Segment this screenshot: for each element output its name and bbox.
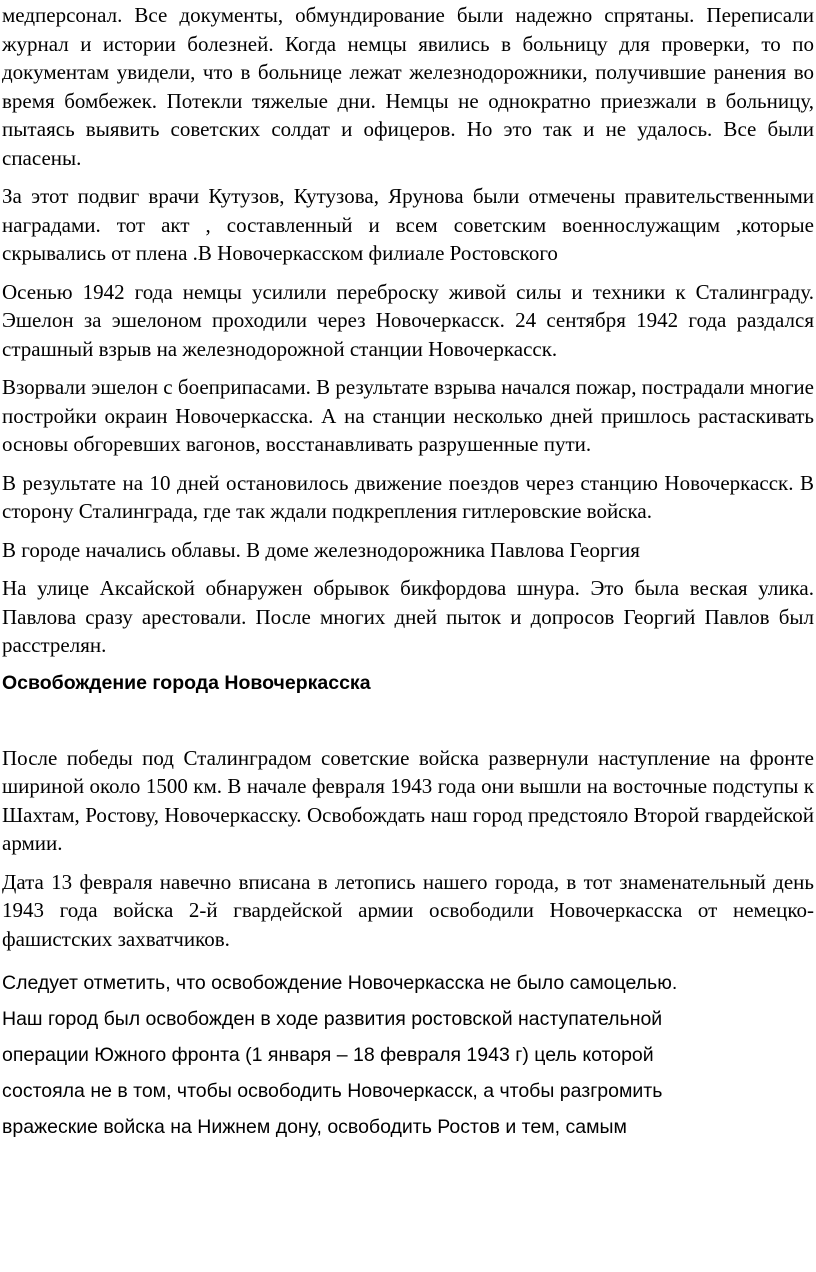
closing-line: вражеские войска на Нижнем дону, освободить Ростов и тем, самым bbox=[2, 1116, 627, 1138]
closing-line: Следует отметить, что освобождение Новочеркасска не было самоцелью. bbox=[2, 972, 678, 994]
paragraph-february-13: Дата 13 февраля навечно вписана в летопись нашего города, в тот знаменательный день 1943 года войска 2-й гвардейской армии освободили Новочеркасска от немецко-фашистских захватчиков. bbox=[2, 869, 814, 951]
closing-paragraph bbox=[2, 965, 814, 1145]
closing-line: состояла не в том, чтобы освободить Новочеркасск, а чтобы разгромить bbox=[2, 1080, 663, 1102]
paragraph-raids: В городе начались облавы. В доме железнодорожника Павлова Георгия bbox=[2, 537, 640, 562]
paragraph-hospital: медперсонал. Все документы, обмундирование были надежно спрятаны. Переписали журнал и истории болезней. Когда немцы явились в больницу для проверки, то по документам увидели, что в больнице лежат железнодорожники, получившие ранения во время бомбежек. Потекли тяжелые дни. Немцы не однократно приезжали в больницу, пытаясь выявить советских солдат и офицеров. Но это так и не удалось. Все были спасены. bbox=[2, 3, 814, 170]
paragraph-autumn-1942: Осенью 1942 года немцы усилили переброску живой силы и техники к Сталинграду. Эшелон за эшелоном проходили через Новочеркасск. 24 сентября 1942 года раздался страшный взрыв на железнодорожной станции Новочеркасск. bbox=[2, 279, 814, 361]
paragraph-after-stalingrad: После победы под Сталинградом советские войска развернули наступление на фронте шириной около 1500 км. В начале февраля 1943 года они вышли на восточные подступы к Шахтам, Ростову, Новочеркасску. Освобождать наш город предстояло Второй гвардейской армии. bbox=[2, 745, 814, 855]
closing-line: операции Южного фронта (1 января – 18 февраля 1943 г) цель которой bbox=[2, 1044, 654, 1066]
paragraph-awards: За этот подвиг врачи Кутузов, Кутузова, Ярунова были отмечены правительственными наградами. тот акт , составленный и всем советским военнослужащим ,которые скрывались от плена .В Новочеркасском филиале Ростовского bbox=[2, 184, 814, 265]
blank-line bbox=[2, 696, 814, 744]
paragraph-explosion: Взорвали эшелон с боеприпасами. В результате взрыва начался пожар, пострадали многие постройки окраин Новочеркасска. А на станции несколько дней пришлось растаскивать основы обгоревших вагонов, восстанавливать разрушенные пути. bbox=[2, 375, 814, 456]
closing-line: Наш город был освобожден в ходе развития ростовской наступательной bbox=[2, 1008, 663, 1030]
paragraph-trains-stopped: В результате на 10 дней остановилось движение поездов через станцию Новочеркасск. В сторону Сталинграда, где так ждали подкрепления гитлеровские войска. bbox=[2, 470, 814, 523]
paragraph-pavlov: На улице Аксайской обнаружен обрывок бикфордова шнура. Это была веская улика. Павлова сразу арестовали. После многих дней пыток и допросов Георгий Павлов был расстрелян. bbox=[2, 576, 814, 657]
section-heading: Освобождение города Новочеркасска bbox=[2, 671, 371, 694]
